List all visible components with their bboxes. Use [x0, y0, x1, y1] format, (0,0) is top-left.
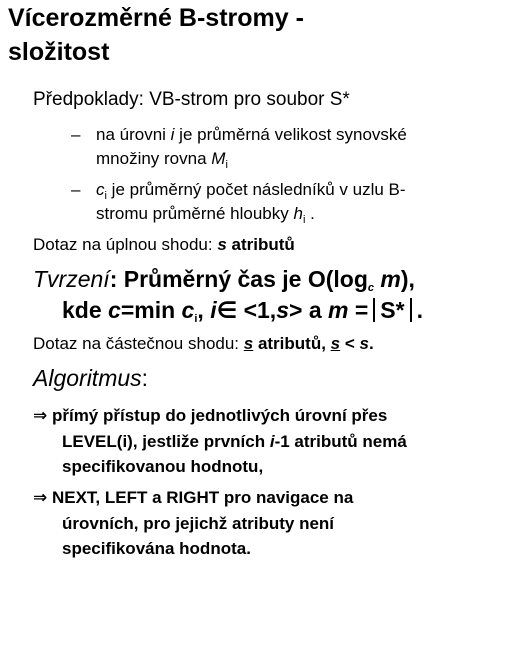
bullet1-line1 — [96, 123, 407, 147]
bullet2-var-h: h — [293, 204, 303, 223]
dotaz2-var-s2: s — [330, 334, 341, 353]
alg1-line2 — [62, 430, 407, 454]
dotaz2-text: Dotaz na částečnou shodu: — [33, 334, 244, 353]
tvrzeni-l2-eq: =min — [120, 297, 182, 323]
algoritmus-label: Algoritmus — [33, 365, 142, 391]
dotaz1-var-s: s — [217, 235, 227, 254]
tvrzeni-l2-m: m — [328, 297, 349, 323]
tvrzeni-l2-S: S* — [380, 297, 405, 323]
bullet2-line1 — [96, 178, 406, 202]
bullet2-end: . — [305, 204, 315, 223]
tvrzeni-l2-ci: c — [181, 297, 195, 323]
abs-bar-left — [373, 298, 375, 322]
alg1-l2-pre: LEVEL(i), jestliže prvních — [62, 432, 270, 451]
bullet1-text-2: je průměrná velikost synovské — [174, 125, 407, 144]
tvrzeni-close: ), — [400, 266, 415, 292]
bullet2-var-c: c — [96, 180, 105, 199]
tvrzeni-l2-in: ∈ <1, — [216, 297, 277, 323]
bullet2-text-2: stromu průměrné hloubky — [96, 204, 294, 223]
dotaz2-lt: < — [340, 334, 360, 353]
predpoklady-text: VB-strom pro soubor S* — [149, 89, 350, 110]
dotaz2-mid: atributů, — [253, 334, 331, 353]
tvrzeni-l2-comma: , — [197, 297, 211, 323]
tvrzeni-l2-s: s — [276, 297, 289, 323]
tvrzeni-label: Tvrzení — [33, 266, 110, 292]
algoritmus-colon: : — [141, 365, 149, 391]
implies-arrow-icon: ⇒ — [33, 406, 48, 425]
tvrzeni-line2 — [62, 295, 423, 325]
bullet2-line2 — [96, 202, 315, 226]
tvrzeni-l2-end: . — [416, 297, 423, 323]
alg2-text: NEXT, LEFT a RIGHT pro navigace na — [47, 488, 354, 507]
tvrzeni-line1 — [33, 264, 415, 294]
abs-bar-right — [410, 298, 412, 322]
tvrzeni-l2-pre: kde — [62, 297, 109, 323]
tvrzeni-l2-eq2: = — [348, 297, 369, 323]
dotaz2-end: . — [368, 334, 374, 353]
slide-title-line1: Vícerozměrné B-stromy - — [8, 4, 304, 32]
dotaz-uplna-shoda — [33, 233, 295, 257]
bullet2-sub-i: i — [104, 190, 107, 202]
bullet1-sub-i: i — [225, 159, 228, 171]
tvrzeni-l2-ci-sub: i — [194, 313, 198, 325]
dotaz-castecna-shoda — [33, 332, 374, 356]
dotaz2-var-s3: s — [359, 334, 369, 353]
bullet1-text: na úrovni — [96, 125, 171, 144]
tvrzeni-l2-i: i — [210, 297, 217, 323]
tvrzeni-l2-gt: > a — [289, 297, 329, 323]
bullet1-var-i: i — [170, 125, 175, 144]
tvrzeni-text: : Průměrný čas je O(log — [109, 266, 368, 292]
algoritmus-heading — [33, 363, 148, 393]
tvrzeni-sub-c: c — [367, 282, 375, 294]
bullet2-dash: – — [71, 180, 81, 199]
bullet1-dash: – — [71, 125, 81, 144]
bullet1-line2 — [96, 147, 228, 171]
bullet1-text-3: množiny rovna — [96, 149, 212, 168]
tvrzeni-var-m: m — [374, 266, 401, 292]
predpoklady-label: Předpoklady: — [33, 89, 150, 110]
alg1-l2-post: -1 atributů nemá — [274, 432, 407, 451]
dotaz1-post: atributů — [226, 235, 295, 254]
predpoklady-line — [33, 88, 350, 112]
tvrzeni-l2-c: c — [108, 297, 121, 323]
slide-title-line2: složitost — [8, 38, 110, 66]
alg2-line3: specifikována hodnota. — [62, 539, 251, 558]
alg1-l2-i: i — [269, 432, 275, 451]
dotaz2-var-s: s — [243, 334, 254, 353]
bullet1-var-M: M — [211, 149, 226, 168]
implies-arrow-icon-2: ⇒ — [33, 488, 48, 507]
alg1-text: přímý přístup do jednotlivých úrovní přes — [47, 406, 388, 425]
bullet2-text: je průměrný počet následníků v uzlu B- — [106, 180, 406, 199]
dotaz1-text: Dotaz na úplnou shodu: — [33, 235, 218, 254]
alg1-line1 — [33, 404, 387, 428]
alg1-line3: specifikovanou hodnotu, — [62, 457, 264, 476]
bullet2-sub-i-2: i — [302, 214, 306, 226]
alg2-line2: úrovních, pro jejichž atributy není — [62, 514, 335, 533]
alg2-line1 — [33, 486, 353, 510]
